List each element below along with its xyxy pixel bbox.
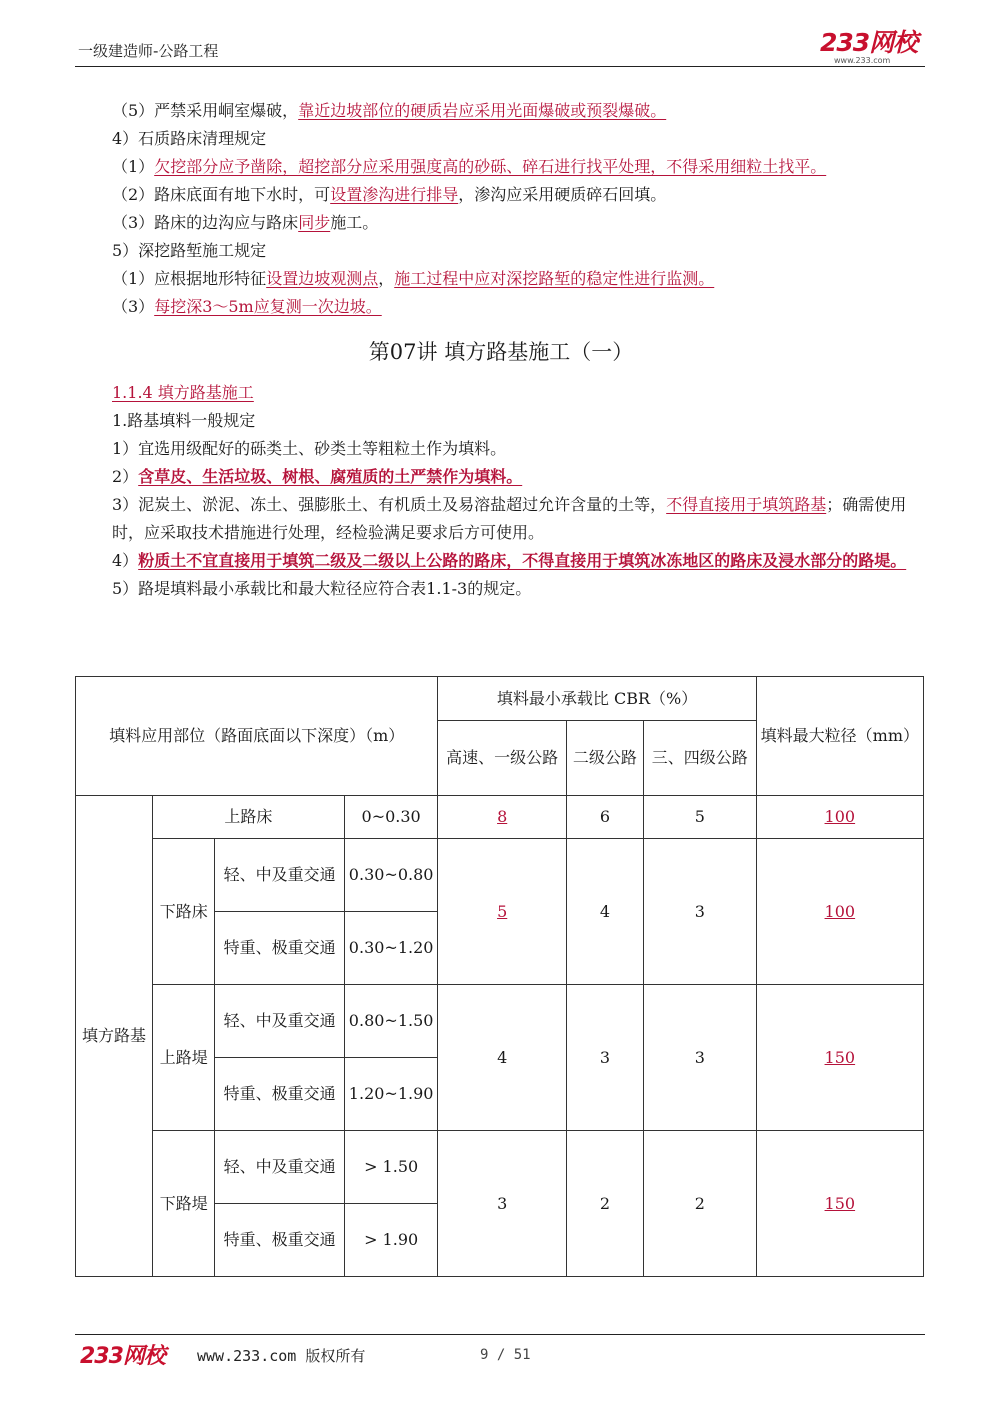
traffic-cell: 特重、极重交通 <box>215 912 344 985</box>
text-line: 1.路基填料一般规定 <box>112 411 256 430</box>
group-cell: 填方路基 <box>76 796 153 1277</box>
text-line: 2）含草皮、生活垃圾、树根、腐殖质的土严禁作为填料。 <box>112 467 523 486</box>
page-content <box>75 97 927 603</box>
footer-divider <box>75 1334 925 1335</box>
header-cell-class34: 三、四级公路 <box>643 721 756 796</box>
text-line: 4）石质路床清理规定 <box>112 129 267 148</box>
part-cell: 下路堤 <box>153 1131 215 1277</box>
highlight-text: 设置边坡观测点 <box>266 269 379 288</box>
value-cell: 4 <box>566 839 643 985</box>
text-line: 1）宜选用级配好的砾类土、砂类土等粗粒土作为填料。 <box>112 439 507 458</box>
logo-text: 233网校 <box>820 28 918 57</box>
value-cell: 3 <box>566 985 643 1131</box>
part-cell: 上路床 <box>153 796 345 839</box>
highlight-text: 粉质土不宜直接用于填筑二级及二级以上公路的路床，不得直接用于填筑冰冻地区的路床及浸水部分的路堤。 <box>138 551 907 570</box>
cbr-table <box>75 676 924 1277</box>
footer-logo: 233网校 <box>80 1344 165 1369</box>
depth-cell: 0.30~0.80 <box>344 839 438 912</box>
traffic-cell: 轻、中及重交通 <box>215 985 344 1058</box>
value-cell: 2 <box>566 1131 643 1277</box>
text-line: （1）欠挖部分应予凿除，超挖部分应采用强度高的砂砾、碎石进行找平处理，不得采用细粒土找平。 <box>112 157 827 176</box>
highlight-text: 施工过程中应对深挖路堑的稳定性进行监测。 <box>394 269 715 288</box>
traffic-cell: 轻、中及重交通 <box>215 839 344 912</box>
traffic-cell: 特重、极重交通 <box>215 1058 344 1131</box>
logo-url: www.233.com <box>834 56 891 65</box>
value-cell: 6 <box>566 796 643 839</box>
depth-cell: > 1.90 <box>344 1204 438 1277</box>
value-cell: 4 <box>438 985 566 1131</box>
value-cell: 2 <box>643 1131 756 1277</box>
value-cell: 100 <box>756 839 923 985</box>
value-cell: 8 <box>438 796 566 839</box>
highlight-text: 欠挖部分应予凿除，超挖部分应采用强度高的砂砾、碎石进行找平处理，不得采用细粒土找平。 <box>154 157 827 176</box>
section-heading: 1.1.4 填方路基施工 <box>112 383 254 402</box>
highlight-text: 每挖深3～5m应复测一次边坡。 <box>154 297 382 316</box>
highlight-text: 靠近边坡部位的硬质岩应采用光面爆破或预裂爆破。 <box>298 101 667 120</box>
header-cell-position: 填料应用部位（路面底面以下深度）（m） <box>76 677 438 796</box>
value-cell: 150 <box>756 985 923 1131</box>
footer-copyright: www.233.com 版权所有 <box>197 1347 366 1365</box>
text-line: 5）深挖路堑施工规定 <box>112 241 267 260</box>
highlight-text: 不得直接用于填筑路基 <box>666 495 827 514</box>
part-cell: 下路床 <box>153 839 215 985</box>
header-cell-class2: 二级公路 <box>566 721 643 796</box>
highlight-text: 设置渗沟进行排导 <box>330 185 459 204</box>
header-divider <box>75 66 925 67</box>
header-cell-cbr: 填料最小承载比 CBR（%） <box>438 677 756 721</box>
header-cell-highway: 高速、一级公路 <box>438 721 566 796</box>
text-line: （3）路床的边沟应与路床同步施工。 <box>112 213 379 232</box>
text-line: （2）路床底面有地下水时，可设置渗沟进行排导，渗沟应采用硬质碎石回填。 <box>112 185 667 204</box>
text-line: （3）每挖深3～5m应复测一次边坡。 <box>112 297 382 316</box>
depth-cell: 0.30~1.20 <box>344 912 438 985</box>
depth-cell: 0.80~1.50 <box>344 985 438 1058</box>
depth-cell: 0~0.30 <box>344 796 438 839</box>
value-cell: 5 <box>438 839 566 985</box>
value-cell: 150 <box>756 1131 923 1277</box>
value-cell: 3 <box>643 839 756 985</box>
header-cell-max-size: 填料最大粒径（mm） <box>756 677 923 796</box>
traffic-cell: 轻、中及重交通 <box>215 1131 344 1204</box>
value-cell: 3 <box>438 1131 566 1277</box>
page-number: 9 / 51 <box>480 1347 531 1363</box>
part-cell: 上路堤 <box>153 985 215 1131</box>
text-line: （5）严禁采用峒室爆破，靠近边坡部位的硬质岩应采用光面爆破或预裂爆破。 <box>112 101 667 120</box>
depth-cell: > 1.50 <box>344 1131 438 1204</box>
value-cell: 5 <box>643 796 756 839</box>
text-line: 5）路堤填料最小承载比和最大粒径应符合表1.1-3的规定。 <box>112 579 532 598</box>
lecture-title: 第07讲 填方路基施工（一） <box>368 340 634 364</box>
doc-header-title: 一级建造师-公路工程 <box>78 42 219 60</box>
text-line: （1）应根据地形特征设置边坡观测点，施工过程中应对深挖路堑的稳定性进行监测。 <box>112 269 715 288</box>
traffic-cell: 特重、极重交通 <box>215 1204 344 1277</box>
text-line: 3）泥炭土、淤泥、冻土、强膨胀土、有机质土及易溶盐超过允许含量的土等，不得直接用于填筑路基；确需使用时，应采取技术措施进行处理，经检验满足要求后方可使用。 <box>112 495 907 542</box>
depth-cell: 1.20~1.90 <box>344 1058 438 1131</box>
text-line: 4）粉质土不宜直接用于填筑二级及二级以上公路的路床，不得直接用于填筑冰冻地区的路床及浸水部分的路堤。 <box>112 551 907 570</box>
value-cell: 100 <box>756 796 923 839</box>
highlight-text: 含草皮、生活垃圾、树根、腐殖质的土严禁作为填料。 <box>138 467 523 486</box>
brand-logo <box>820 30 920 66</box>
value-cell: 3 <box>643 985 756 1131</box>
highlight-text: 同步 <box>298 213 331 232</box>
